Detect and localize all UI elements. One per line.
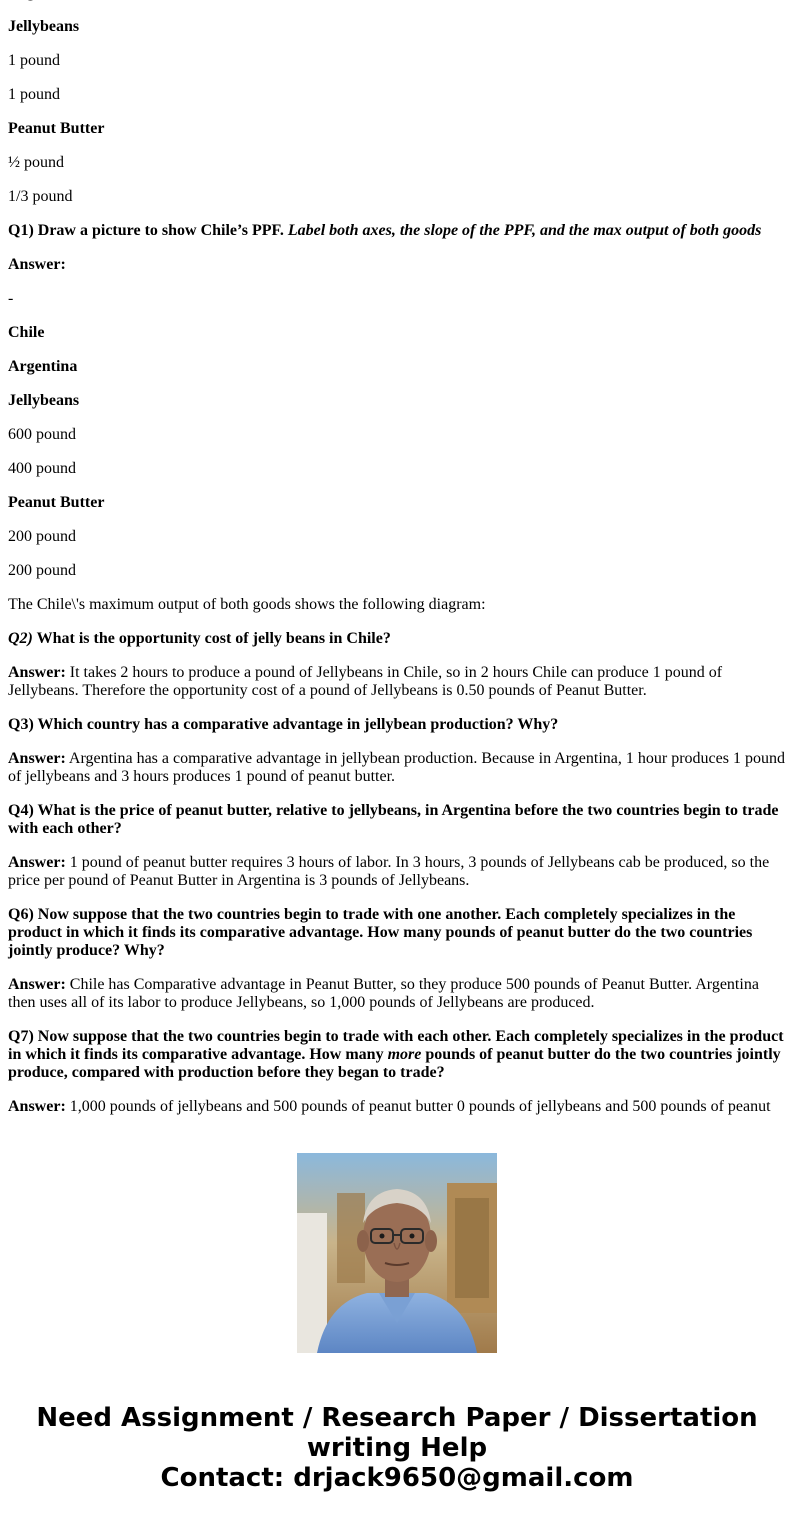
q1-dash: -	[8, 290, 14, 307]
q7-question-part1: Q7) Now suppose that the two countries begin to trade with each other. Each completely specializes in the product in which it finds its comparative advantage. How many	[8, 1028, 784, 1063]
q6-question: Q6) Now suppose that the two countries begin to trade with one another. Each completely specializes in the product in which it finds its comparative advantage. How many pounds of peanut butter do the two countries jointly produce? Why?	[8, 906, 753, 959]
q7-question-part2: pounds of peanut butter do the two countries jointly produce, compared with production before they began to trade?	[8, 1046, 781, 1081]
table2-row1-label: Jellybeans	[8, 392, 80, 409]
table1-row1-argentina: 1 pound	[8, 86, 60, 103]
q4-answer	[8, 854, 786, 890]
q4-answer-label: Answer:	[8, 854, 66, 871]
q3-answer	[8, 750, 786, 786]
q2-answer	[8, 664, 786, 700]
table2-row2-label: Peanut Butter	[8, 494, 105, 511]
q1-question-bold: Q1) Draw a picture to show Chile’s PPF.	[8, 222, 284, 239]
q7-question	[8, 1028, 786, 1082]
author-avatar	[297, 1153, 497, 1353]
table1-row2-chile: ½ pound	[8, 154, 64, 171]
table2-col-argentina: Argentina	[8, 358, 78, 375]
q1-answer-label: Answer:	[8, 256, 66, 273]
q3-question: Q3) Which country has a comparative advantage in jellybean production? Why?	[8, 716, 559, 733]
q3-answer-label: Answer:	[8, 750, 66, 767]
banner-contact-email: Contact: drjack9650@gmail.com	[160, 1463, 634, 1493]
diagram-note: The Chile\'s maximum output of both goods shows the following diagram:	[8, 596, 486, 613]
q1-question	[8, 222, 786, 240]
table1-row1-label: Jellybeans	[8, 18, 80, 35]
document-content	[8, 0, 786, 1132]
q2-answer-text: It takes 2 hours to produce a pound of Jellybeans in Chile, so in 2 hours Chile can produce 1 pound of Jellybeans. Therefore the opportunity cost of a pound of Jellybeans is 0.50 pounds of Peanut Butter.	[8, 664, 723, 699]
table2-row2-chile: 200 pound	[8, 528, 76, 545]
q4-question: Q4) What is the price of peanut butter, relative to jellybeans, in Argentina before the two countries begin to trade with each other?	[8, 802, 779, 837]
q7-answer	[8, 1098, 786, 1116]
table1-row2-label: Peanut Butter	[8, 120, 105, 137]
banner-line1: Need Assignment / Research Paper / Dissertation	[36, 1403, 758, 1433]
q7-answer-label: Answer:	[8, 1098, 66, 1115]
table2-row1-argentina: 400 pound	[8, 460, 76, 477]
q6-answer-text: Chile has Comparative advantage in Peanut Butter, so they produce 500 pounds of Peanut Butter. Argentina then uses all of its labor to produce Jellybeans, so 1,000 pounds of Jellybeans are produced.	[8, 976, 759, 1011]
q2-answer-label: Answer:	[8, 664, 66, 681]
table1-row1-chile: 1 pound	[8, 52, 60, 69]
q2-question	[8, 630, 786, 648]
table1-row2-argentina: 1/3 pound	[8, 188, 73, 205]
q1-question-italic: Label both axes, the slope of the PPF, and the max output of both goods	[287, 222, 762, 239]
q2-prefix: Q2)	[8, 630, 33, 647]
q6-answer-label: Answer:	[8, 976, 66, 993]
table1-country-label	[8, 0, 786, 2]
q4-answer-text: 1 pound of peanut butter requires 3 hours of labor. In 3 hours, 3 pounds of Jellybeans cab be produced, so the price per pound of Peanut Butter in Argentina is 3 pounds of Jellybeans.	[8, 854, 770, 889]
table2-row1-chile: 600 pound	[8, 426, 76, 443]
avatar-portrait-image	[297, 1153, 497, 1353]
q6-answer	[8, 976, 786, 1012]
table2-col-chile: Chile	[8, 324, 45, 341]
banner-line2: writing Help	[306, 1433, 488, 1463]
contact-banner	[0, 1403, 794, 1493]
q7-question-italic: more	[387, 1046, 422, 1063]
q2-question-text: What is the opportunity cost of jelly beans in Chile?	[32, 630, 391, 647]
table2-row2-argentina: 200 pound	[8, 562, 76, 579]
q7-answer-text: 1,000 pounds of jellybeans and 500 pounds of peanut butter 0 pounds of jellybeans and 500 pounds of peanut	[65, 1098, 771, 1115]
q3-answer-text: Argentina has a comparative advantage in jellybean production. Because in Argentina, 1 hour produces 1 pound of jellybeans and 3 hours produces 1 pound of peanut butter.	[8, 750, 785, 785]
